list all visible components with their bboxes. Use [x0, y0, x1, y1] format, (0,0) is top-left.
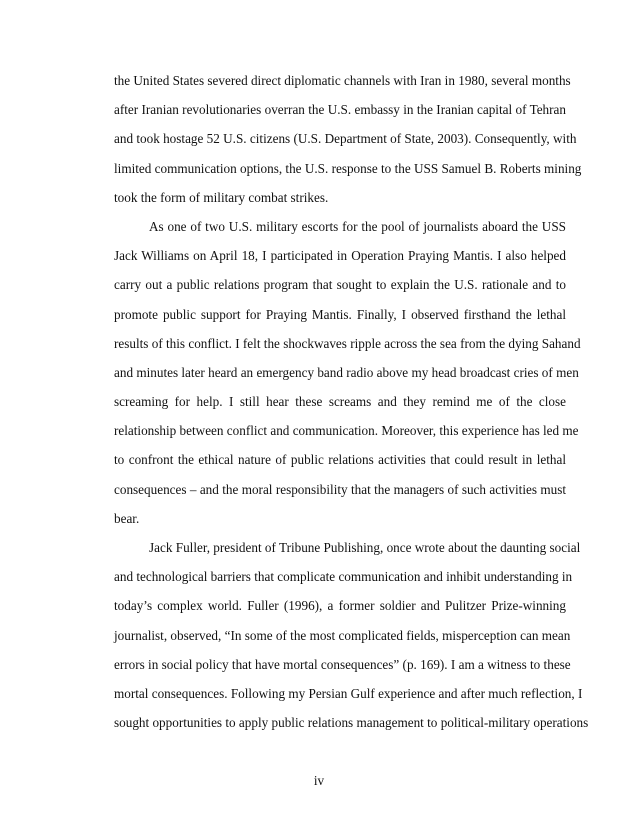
text-line: and took hostage 52 U.S. citizens (U.S. Department of State, 2003). Consequently, with	[114, 131, 577, 147]
text-line: mortal consequences. Following my Persian Gulf experience and after much reflection, I	[114, 685, 583, 701]
text-line: screaming for help. I still hear these screams and they remind me of the close	[114, 394, 566, 410]
body-text	[114, 66, 589, 737]
text-line: errors in social policy that have mortal consequences” (p. 169). I am a witness to these	[114, 656, 571, 672]
text-line: after Iranian revolutionaries overran the U.S. embassy in the Iranian capital of Tehran	[114, 102, 566, 118]
text-line: Jack Fuller, president of Tribune Publishing, once wrote about the daunting social	[149, 540, 581, 555]
text-line: relationship between conflict and communication. Moreover, this experience has led me	[114, 423, 579, 439]
text-line: promote public support for Praying Mantis. Finally, I observed firsthand the lethal	[114, 306, 566, 322]
page-number: iv	[313, 773, 325, 788]
text-line: the United States severed direct diplomatic channels with Iran in 1980, several months	[114, 73, 571, 88]
text-line: As one of two U.S. military escorts for the pool of journalists aboard the USS	[149, 218, 566, 234]
text-line: Jack Williams on April 18, I participated in Operation Praying Mantis. I also helped	[114, 248, 566, 264]
text-line: limited communication options, the U.S. response to the USS Samuel B. Roberts mining	[114, 160, 582, 176]
text-line: results of this conflict. I felt the shockwaves ripple across the sea from the dying Sahand	[114, 335, 581, 351]
text-line: to confront the ethical nature of public relations activities that could result in lethal	[114, 452, 566, 468]
text-line: today’s complex world. Fuller (1996), a former soldier and Pulitzer Prize-winning	[114, 598, 566, 614]
text-line: bear.	[114, 510, 140, 526]
text-line: took the form of military combat strikes.	[114, 189, 329, 205]
text-line: consequences – and the moral responsibility that the managers of such activities must	[114, 481, 566, 497]
text-line: and minutes later heard an emergency band radio above my head broadcast cries of men	[114, 364, 579, 380]
text-line: sought opportunities to apply public relations management to political-military operations	[114, 715, 589, 731]
text-line: and technological barriers that complicate communication and inhibit understanding in	[114, 569, 573, 585]
text-line: journalist, observed, “In some of the most complicated fields, misperception can mean	[114, 627, 571, 643]
text-line: carry out a public relations program that sought to explain the U.S. rationale and to	[114, 277, 566, 293]
